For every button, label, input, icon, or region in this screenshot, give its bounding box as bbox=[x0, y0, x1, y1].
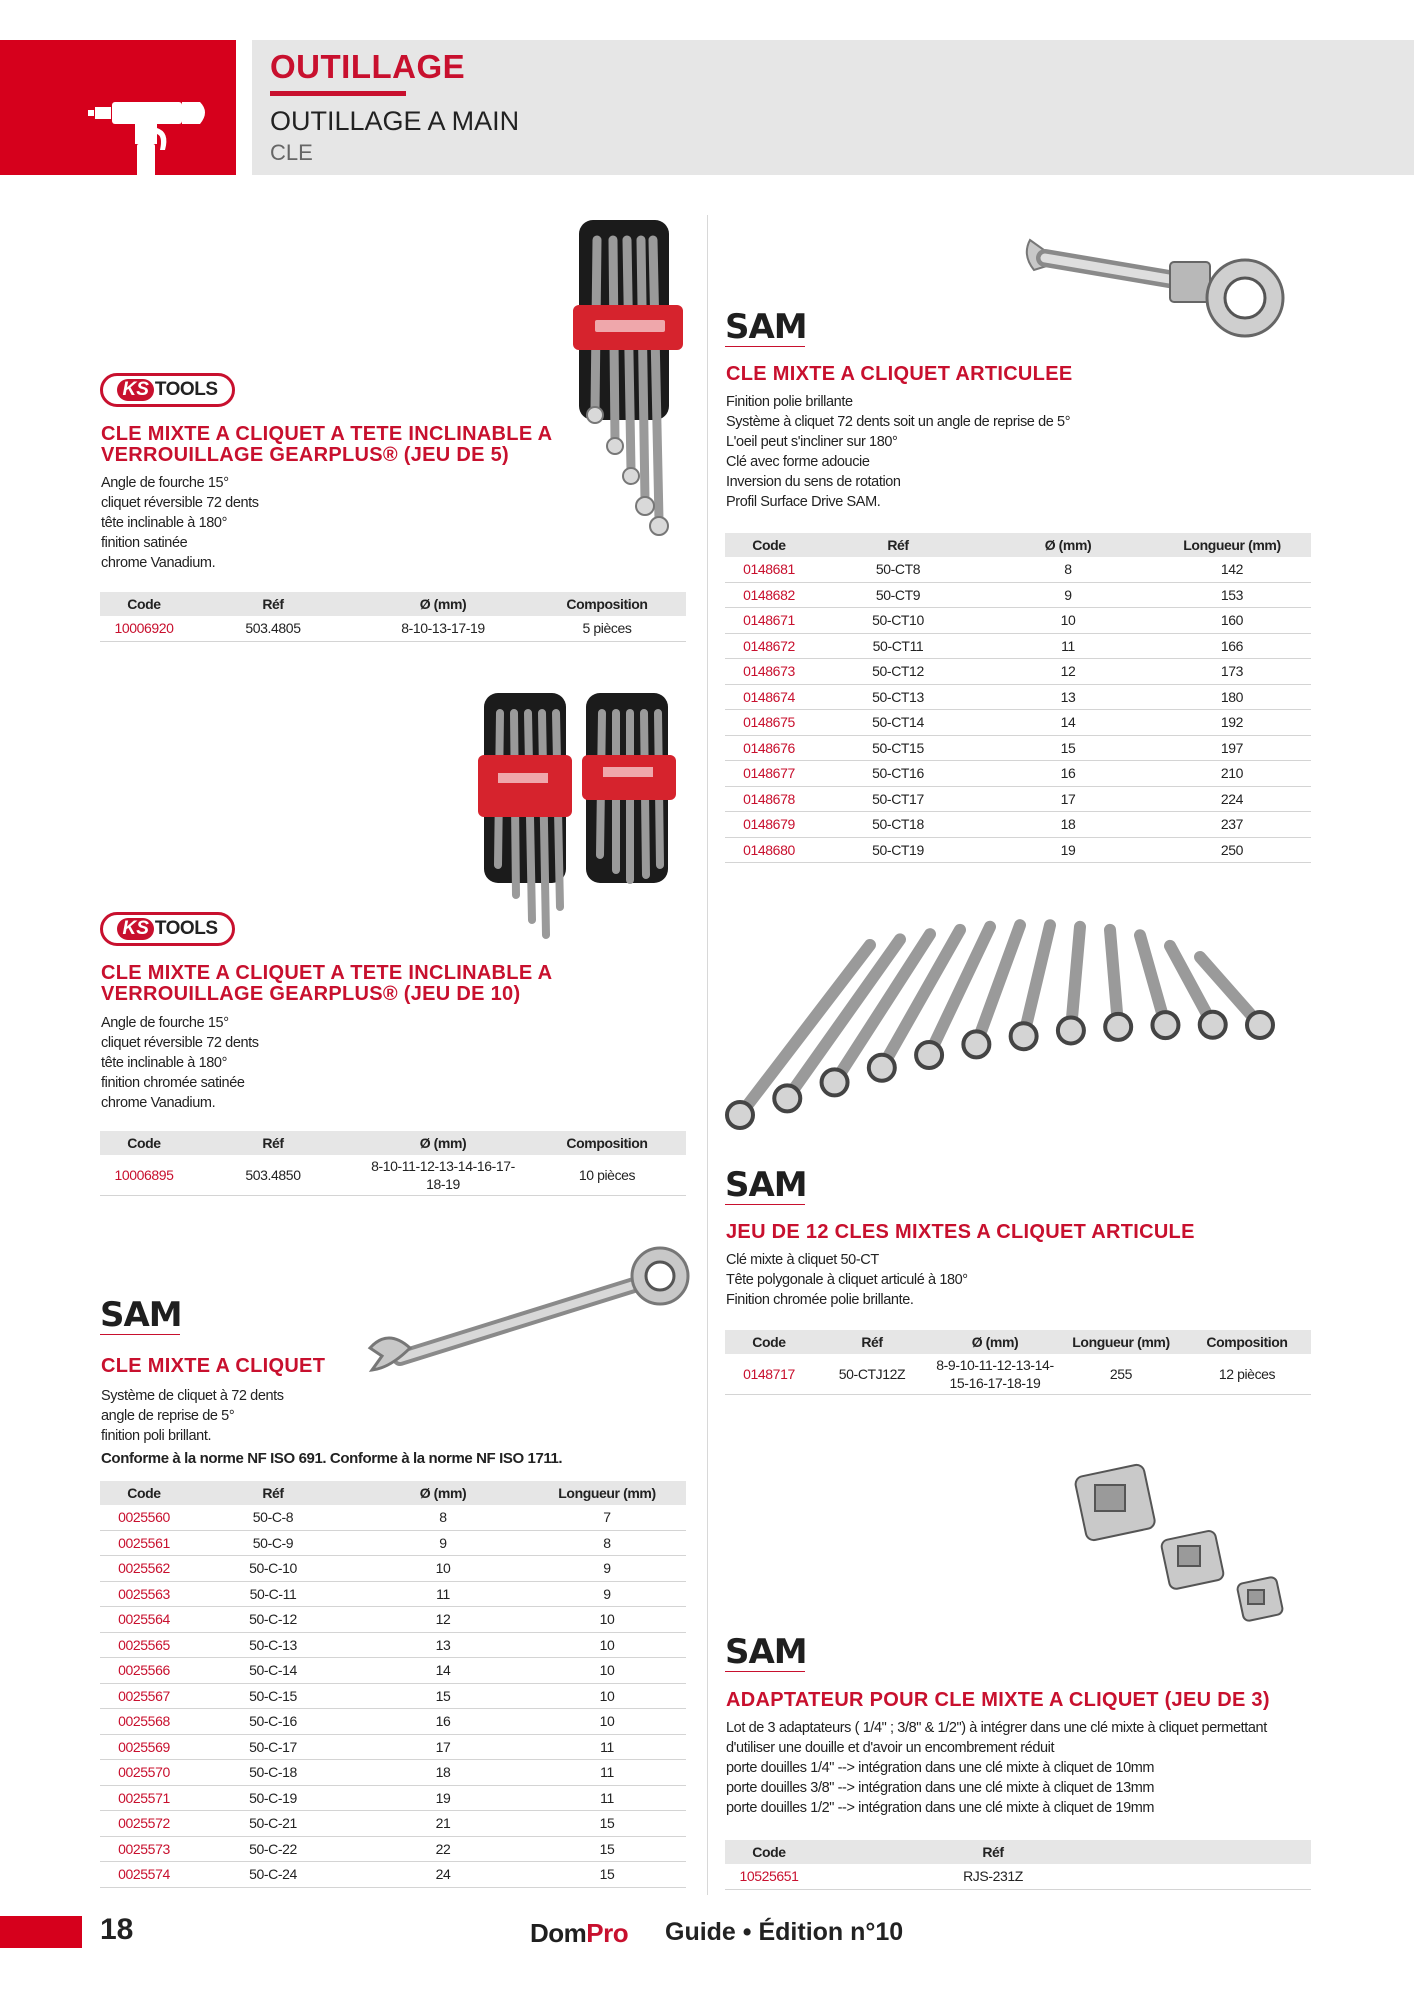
product-title: JEU DE 12 CLES MIXTES A CLIQUET ARTICULE bbox=[726, 1221, 1195, 1243]
ref-cell: 50-CT18 bbox=[813, 812, 983, 838]
description-line: Angle de fourche 15° bbox=[101, 475, 229, 491]
code-cell[interactable]: 0025560 bbox=[100, 1505, 188, 1530]
flex-ratchet-wrench-image bbox=[1010, 210, 1310, 355]
column-header: Ø (mm) bbox=[983, 533, 1153, 557]
column-header: Longueur (mm) bbox=[528, 1481, 686, 1505]
diameter-cell: 8-10-13-17-19 bbox=[358, 616, 528, 641]
table-row bbox=[725, 1354, 1311, 1395]
product-table bbox=[100, 1131, 686, 1196]
adapter-set-image bbox=[1060, 1440, 1320, 1640]
logo-part: Pro bbox=[586, 1918, 629, 1948]
wrench-shaft bbox=[1071, 927, 1080, 1031]
diameter-cell: 13 bbox=[358, 1632, 528, 1658]
column-header: Réf bbox=[188, 1131, 358, 1155]
ks-tools-logo bbox=[100, 912, 235, 946]
product-table bbox=[725, 533, 1311, 863]
logo-part: Dom bbox=[530, 1918, 587, 1948]
header-icon-block bbox=[0, 40, 236, 175]
length-cell: 15 bbox=[528, 1862, 686, 1888]
table-row bbox=[100, 1734, 686, 1760]
description-line: porte douilles 1/2" --> intégration dans une clé mixte à cliquet de 19mm bbox=[726, 1800, 1155, 1816]
ref-cell: 50-CT10 bbox=[813, 608, 983, 634]
length-cell: 15 bbox=[528, 1836, 686, 1862]
diameter-cell: 17 bbox=[358, 1734, 528, 1760]
ref-cell: 50-C-15 bbox=[188, 1683, 358, 1709]
table-row bbox=[100, 1658, 686, 1684]
page-number: 18 bbox=[100, 1913, 134, 1946]
code-cell[interactable]: 0148680 bbox=[725, 837, 813, 863]
code-cell[interactable]: 0025561 bbox=[100, 1530, 188, 1556]
table-row bbox=[725, 1864, 1311, 1889]
table-row bbox=[100, 1862, 686, 1888]
table-row bbox=[725, 837, 1311, 863]
description-line: Lot de 3 adaptateurs ( 1/4" ; 3/8" & 1/2") à intégrer dans une clé mixte à cliquet permettant bbox=[726, 1720, 1267, 1736]
column-header: Réf bbox=[188, 592, 358, 616]
table-header-row bbox=[725, 533, 1311, 557]
length-cell: 180 bbox=[1153, 684, 1311, 710]
ks-logo-suffix: TOOLS bbox=[154, 918, 218, 939]
code-cell[interactable]: 10006920 bbox=[100, 616, 188, 641]
description-line: chrome Vanadium. bbox=[101, 555, 216, 571]
length-cell: 255 bbox=[1059, 1354, 1183, 1395]
sam-logo-text: SAM bbox=[725, 1165, 807, 1205]
description-line: porte douilles 3/8" --> intégration dans une clé mixte à cliquet de 13mm bbox=[726, 1780, 1155, 1796]
diameter-cell: 18 bbox=[358, 1760, 528, 1786]
length-cell: 7 bbox=[528, 1505, 686, 1530]
diameter-cell: 10 bbox=[983, 608, 1153, 634]
diameter-cell: 15 bbox=[983, 735, 1153, 761]
description-line: finition poli brillant. bbox=[101, 1428, 212, 1444]
column-header: Composition bbox=[528, 1131, 686, 1155]
description-line: Inversion du sens de rotation bbox=[726, 474, 901, 490]
sam-logo-tagline bbox=[725, 1204, 805, 1211]
column-header: Ø (mm) bbox=[358, 1131, 528, 1155]
page-subtitle: OUTILLAGE A MAIN bbox=[270, 106, 520, 136]
table-row bbox=[725, 735, 1311, 761]
diameter-cell: 18 bbox=[983, 812, 1153, 838]
code-cell[interactable]: 0148675 bbox=[725, 710, 813, 736]
ref-cell: 50-CTJ12Z bbox=[813, 1354, 931, 1395]
table-row bbox=[725, 659, 1311, 685]
ks-logo-prefix: KS bbox=[117, 918, 153, 940]
ks-logo-prefix: KS bbox=[117, 379, 153, 401]
sam-logo-tagline bbox=[725, 1671, 805, 1678]
description-line: Clé avec forme adoucie bbox=[726, 454, 870, 470]
column-header: Code bbox=[100, 1131, 188, 1155]
table-row bbox=[725, 684, 1311, 710]
code-cell[interactable]: 0025571 bbox=[100, 1785, 188, 1811]
column-header: Code bbox=[100, 592, 188, 616]
code-cell[interactable]: 0148682 bbox=[725, 582, 813, 608]
diameter-cell: 11 bbox=[983, 633, 1153, 659]
column-header: Longueur (mm) bbox=[1153, 533, 1311, 557]
column-header: Réf bbox=[813, 1840, 1173, 1864]
ratchet-wrench-image bbox=[360, 1240, 700, 1390]
table-row bbox=[100, 1836, 686, 1862]
product-table bbox=[725, 1840, 1311, 1890]
diameter-cell: 11 bbox=[358, 1581, 528, 1607]
table-row bbox=[100, 1632, 686, 1658]
code-cell[interactable]: 0025570 bbox=[100, 1760, 188, 1786]
wrench-fan-set-image bbox=[720, 905, 1320, 1185]
column-header: Ø (mm) bbox=[931, 1330, 1059, 1354]
wrench-set-10-image bbox=[478, 685, 698, 955]
code-cell[interactable]: 0148672 bbox=[725, 633, 813, 659]
code-cell[interactable]: 0148681 bbox=[725, 557, 813, 582]
sam-logo-text: SAM bbox=[725, 1632, 807, 1672]
wrench-ring bbox=[774, 1085, 800, 1111]
description-line: L'oeil peut s'incliner sur 180° bbox=[726, 434, 898, 450]
wrench-ring bbox=[869, 1055, 895, 1081]
ref-cell: 50-C-21 bbox=[188, 1811, 358, 1837]
table-header-row bbox=[100, 592, 686, 616]
diameter-cell bbox=[931, 1354, 1059, 1395]
diameter-line: 18-19 bbox=[426, 1176, 460, 1192]
table-header-row bbox=[100, 1481, 686, 1505]
table-body bbox=[100, 1505, 686, 1887]
description-line: Profil Surface Drive SAM. bbox=[726, 494, 881, 510]
wrench-ring bbox=[1011, 1023, 1037, 1049]
product-description bbox=[726, 1718, 1267, 1818]
ref-cell: 50-CT16 bbox=[813, 761, 983, 787]
code-cell[interactable]: 0025566 bbox=[100, 1658, 188, 1684]
description-line: finition satinée bbox=[101, 535, 188, 551]
wrench-ring bbox=[963, 1031, 989, 1057]
description-line: tête inclinable à 180° bbox=[101, 515, 227, 531]
column-header: Code bbox=[725, 533, 813, 557]
wrench-set-5-image bbox=[565, 210, 705, 540]
sam-logo-text: SAM bbox=[725, 307, 807, 347]
table-header-row bbox=[100, 1131, 686, 1155]
code-cell[interactable]: 0148717 bbox=[725, 1354, 813, 1395]
length-cell: 9 bbox=[528, 1556, 686, 1582]
length-cell: 250 bbox=[1153, 837, 1311, 863]
length-cell: 8 bbox=[528, 1530, 686, 1556]
code-cell[interactable]: 0025562 bbox=[100, 1556, 188, 1582]
ref-cell: 50-CT12 bbox=[813, 659, 983, 685]
length-cell: 160 bbox=[1153, 608, 1311, 634]
ref-cell: 50-C-16 bbox=[188, 1709, 358, 1735]
product-description bbox=[101, 1013, 259, 1113]
column-header: Code bbox=[725, 1840, 813, 1864]
length-cell: 10 bbox=[528, 1658, 686, 1684]
diameter-line: 8-10-11-12-13-14-16-17- bbox=[371, 1158, 515, 1174]
ref-cell: 50-CT9 bbox=[813, 582, 983, 608]
ref-cell: 50-C-13 bbox=[188, 1632, 358, 1658]
length-cell: 237 bbox=[1153, 812, 1311, 838]
length-cell: 10 bbox=[528, 1632, 686, 1658]
diameter-cell: 13 bbox=[983, 684, 1153, 710]
ks-logo-suffix: TOOLS bbox=[154, 379, 218, 400]
code-cell[interactable]: 0025565 bbox=[100, 1632, 188, 1658]
product-title-line: CLE MIXTE A CLIQUET A TETE INCLINABLE A bbox=[101, 423, 553, 445]
description-line: tête inclinable à 180° bbox=[101, 1055, 227, 1071]
sam-logo-text: SAM bbox=[100, 1295, 182, 1335]
description-line: d'utiliser une douille et d'avoir un encombrement réduit bbox=[726, 1740, 1055, 1756]
ref-cell: 50-C-11 bbox=[188, 1581, 358, 1607]
code-cell[interactable]: 0025574 bbox=[100, 1862, 188, 1888]
ref-cell: 50-CT13 bbox=[813, 684, 983, 710]
diameter-cell: 8 bbox=[983, 557, 1153, 582]
product-table bbox=[100, 1481, 686, 1888]
table-row bbox=[100, 616, 686, 641]
code-cell[interactable]: 0025563 bbox=[100, 1581, 188, 1607]
length-cell: 15 bbox=[528, 1811, 686, 1837]
code-cell[interactable]: 0025573 bbox=[100, 1836, 188, 1862]
table-row bbox=[725, 812, 1311, 838]
description-line: Finition chromée polie brillante. bbox=[726, 1292, 914, 1308]
description-line: Système de cliquet à 72 dents bbox=[101, 1388, 284, 1404]
length-cell: 197 bbox=[1153, 735, 1311, 761]
ref-cell: 50-C-10 bbox=[188, 1556, 358, 1582]
code-cell[interactable]: 0148677 bbox=[725, 761, 813, 787]
ks-tools-logo bbox=[100, 373, 235, 407]
code-cell[interactable]: 0148679 bbox=[725, 812, 813, 838]
diameter-line: 15-16-17-18-19 bbox=[949, 1375, 1041, 1391]
description-line: Système à cliquet 72 dents soit un angle de reprise de 5° bbox=[726, 414, 1071, 430]
sam-logo bbox=[725, 1165, 815, 1211]
column-divider bbox=[707, 215, 708, 1895]
code-cell[interactable]: 0148674 bbox=[725, 684, 813, 710]
column-header: Code bbox=[100, 1481, 188, 1505]
table-row bbox=[725, 608, 1311, 634]
ref-cell: 50-CT14 bbox=[813, 710, 983, 736]
length-cell: 192 bbox=[1153, 710, 1311, 736]
code-cell[interactable]: 10006895 bbox=[100, 1155, 188, 1196]
diameter-cell: 16 bbox=[983, 761, 1153, 787]
column-header: Réf bbox=[188, 1481, 358, 1505]
wrench-ring bbox=[727, 1102, 753, 1128]
ref-cell: 50-C-8 bbox=[188, 1505, 358, 1530]
table-row bbox=[100, 1607, 686, 1633]
diameter-cell: 22 bbox=[358, 1836, 528, 1862]
length-cell: 11 bbox=[528, 1785, 686, 1811]
code-cell[interactable]: 0148673 bbox=[725, 659, 813, 685]
description-line: cliquet réversible 72 dents bbox=[101, 1035, 259, 1051]
table-row bbox=[100, 1760, 686, 1786]
length-cell: 9 bbox=[528, 1581, 686, 1607]
table-row bbox=[100, 1556, 686, 1582]
sam-logo bbox=[725, 307, 815, 353]
product-title bbox=[101, 424, 552, 466]
column-header: Réf bbox=[813, 1330, 931, 1354]
diameter-cell: 16 bbox=[358, 1709, 528, 1735]
ref-cell: 50-C-12 bbox=[188, 1607, 358, 1633]
code-cell[interactable]: 0148671 bbox=[725, 608, 813, 634]
length-cell: 166 bbox=[1153, 633, 1311, 659]
page-title: OUTILLAGE bbox=[270, 48, 466, 85]
ref-cell: 50-CT19 bbox=[813, 837, 983, 863]
table-row bbox=[100, 1709, 686, 1735]
description-line: Tête polygonale à cliquet articulé à 180° bbox=[726, 1272, 968, 1288]
length-cell: 173 bbox=[1153, 659, 1311, 685]
empty-cell bbox=[1173, 1864, 1311, 1889]
wrench-ring bbox=[1058, 1017, 1084, 1043]
diameter-cell: 17 bbox=[983, 786, 1153, 812]
product-description bbox=[726, 1250, 968, 1310]
guide-edition: Guide • Édition n°10 bbox=[665, 1918, 904, 1946]
diameter-cell: 12 bbox=[358, 1607, 528, 1633]
table-row bbox=[100, 1505, 686, 1530]
column-header: Code bbox=[725, 1330, 813, 1354]
sam-logo-tagline bbox=[725, 346, 805, 353]
wrench-ring bbox=[1247, 1012, 1273, 1038]
composition-cell: 12 pièces bbox=[1183, 1354, 1311, 1395]
product-table bbox=[725, 1330, 1311, 1395]
column-header: Ø (mm) bbox=[358, 592, 528, 616]
table-row bbox=[725, 582, 1311, 608]
table-header-row bbox=[725, 1330, 1311, 1354]
column-header: Composition bbox=[528, 592, 686, 616]
product-title: ADAPTATEUR POUR CLE MIXTE A CLIQUET (JEU DE 3) bbox=[726, 1689, 1270, 1711]
table-row bbox=[725, 786, 1311, 812]
description-line: cliquet réversible 72 dents bbox=[101, 495, 259, 511]
code-cell[interactable]: 0025568 bbox=[100, 1709, 188, 1735]
ref-cell: RJS-231Z bbox=[813, 1864, 1173, 1889]
wrench-fan bbox=[727, 925, 1273, 1128]
wrench-ring bbox=[1152, 1012, 1178, 1038]
diameter-cell: 14 bbox=[358, 1658, 528, 1684]
code-cell[interactable]: 0148678 bbox=[725, 786, 813, 812]
diameter-cell: 19 bbox=[358, 1785, 528, 1811]
length-cell: 10 bbox=[528, 1683, 686, 1709]
sam-logo bbox=[100, 1295, 190, 1341]
description-line: Finition polie brillante bbox=[726, 394, 853, 410]
ref-cell: 50-C-19 bbox=[188, 1785, 358, 1811]
table-row bbox=[100, 1581, 686, 1607]
standards-note: Conforme à la norme NF ISO 691. Conforme à la norme NF ISO 1711. bbox=[101, 1450, 563, 1467]
composition-cell: 10 pièces bbox=[528, 1155, 686, 1196]
product-title: CLE MIXTE A CLIQUET ARTICULEE bbox=[726, 363, 1073, 385]
description-line: Clé mixte à cliquet 50-CT bbox=[726, 1252, 879, 1268]
drill-icon bbox=[0, 40, 236, 175]
product-title: CLE MIXTE A CLIQUET bbox=[101, 1355, 326, 1377]
length-cell: 142 bbox=[1153, 557, 1311, 582]
ref-cell: 503.4805 bbox=[188, 616, 358, 641]
length-cell: 153 bbox=[1153, 582, 1311, 608]
product-title-line: VERROUILLAGE GEARPLUS® (JEU DE 5) bbox=[101, 444, 510, 466]
code-cell[interactable]: 10525651 bbox=[725, 1864, 813, 1889]
column-header: Réf bbox=[813, 533, 983, 557]
ref-cell: 50-CT11 bbox=[813, 633, 983, 659]
diameter-cell: 12 bbox=[983, 659, 1153, 685]
wrench-ring bbox=[1105, 1014, 1131, 1040]
sam-logo bbox=[725, 1632, 815, 1678]
length-cell: 224 bbox=[1153, 786, 1311, 812]
ref-cell: 50-C-24 bbox=[188, 1862, 358, 1888]
table-header-row bbox=[725, 1840, 1311, 1864]
description-line: porte douilles 1/4" --> intégration dans une clé mixte à cliquet de 10mm bbox=[726, 1760, 1155, 1776]
diameter-cell: 24 bbox=[358, 1862, 528, 1888]
wrench-shaft bbox=[1024, 925, 1050, 1036]
description-line: finition chromée satinée bbox=[101, 1075, 245, 1091]
product-title bbox=[101, 963, 552, 1005]
product-description bbox=[726, 392, 1070, 512]
description-line: chrome Vanadium. bbox=[101, 1095, 216, 1111]
code-cell[interactable]: 0148676 bbox=[725, 735, 813, 761]
length-cell: 10 bbox=[528, 1709, 686, 1735]
table-row bbox=[100, 1155, 686, 1196]
sam-logo-tagline bbox=[100, 1334, 180, 1341]
code-cell[interactable]: 0025564 bbox=[100, 1607, 188, 1633]
product-title-line: CLE MIXTE A CLIQUET A TETE INCLINABLE A bbox=[101, 962, 553, 984]
length-cell: 10 bbox=[528, 1607, 686, 1633]
table-row bbox=[725, 557, 1311, 582]
table-row bbox=[725, 710, 1311, 736]
column-header: Longueur (mm) bbox=[1059, 1330, 1183, 1354]
product-description bbox=[101, 1386, 284, 1446]
table-row bbox=[100, 1811, 686, 1837]
wrench-shaft bbox=[740, 945, 870, 1115]
diameter-cell: 14 bbox=[983, 710, 1153, 736]
wrench-ring bbox=[822, 1069, 848, 1095]
diameter-cell: 8 bbox=[358, 1505, 528, 1530]
diameter-cell: 10 bbox=[358, 1556, 528, 1582]
ref-cell: 50-C-14 bbox=[188, 1658, 358, 1684]
code-cell[interactable]: 0025572 bbox=[100, 1811, 188, 1837]
ref-cell: 50-C-17 bbox=[188, 1734, 358, 1760]
table-row bbox=[100, 1785, 686, 1811]
product-title-line: VERROUILLAGE GEARPLUS® (JEU DE 10) bbox=[101, 983, 521, 1005]
composition-cell: 5 pièces bbox=[528, 616, 686, 641]
ref-cell: 50-CT15 bbox=[813, 735, 983, 761]
description-line: Angle de fourche 15° bbox=[101, 1015, 229, 1031]
length-cell: 210 bbox=[1153, 761, 1311, 787]
table-row bbox=[725, 761, 1311, 787]
description-line: angle de reprise de 5° bbox=[101, 1408, 235, 1424]
wrench-ring bbox=[916, 1042, 942, 1068]
diameter-cell: 9 bbox=[983, 582, 1153, 608]
title-underline bbox=[270, 91, 406, 96]
table-row bbox=[725, 633, 1311, 659]
ref-cell: 50-CT17 bbox=[813, 786, 983, 812]
ref-cell: 50-CT8 bbox=[813, 557, 983, 582]
column-header: Ø (mm) bbox=[358, 1481, 528, 1505]
diameter-cell: 21 bbox=[358, 1811, 528, 1837]
length-cell: 11 bbox=[528, 1734, 686, 1760]
wrench-ring bbox=[1200, 1012, 1226, 1038]
diameter-cell bbox=[358, 1155, 528, 1196]
ref-cell: 50-C-22 bbox=[188, 1836, 358, 1862]
page-category: CLE bbox=[270, 140, 313, 165]
product-description bbox=[101, 473, 259, 573]
ref-cell: 50-C-9 bbox=[188, 1530, 358, 1556]
table-row bbox=[100, 1530, 686, 1556]
code-cell[interactable]: 0025567 bbox=[100, 1683, 188, 1709]
diameter-cell: 19 bbox=[983, 837, 1153, 863]
diameter-cell: 15 bbox=[358, 1683, 528, 1709]
table-row bbox=[100, 1683, 686, 1709]
column-header: Composition bbox=[1183, 1330, 1311, 1354]
diameter-cell: 9 bbox=[358, 1530, 528, 1556]
ref-cell: 503.4850 bbox=[188, 1155, 358, 1196]
ref-cell: 50-C-18 bbox=[188, 1760, 358, 1786]
diameter-line: 8-9-10-11-12-13-14- bbox=[936, 1357, 1054, 1373]
product-table bbox=[100, 592, 686, 642]
dompro-logo bbox=[530, 1918, 628, 1949]
footer-red-bar bbox=[0, 1916, 82, 1948]
table-body bbox=[725, 557, 1311, 863]
column-header-empty bbox=[1173, 1840, 1311, 1864]
length-cell: 11 bbox=[528, 1760, 686, 1786]
code-cell[interactable]: 0025569 bbox=[100, 1734, 188, 1760]
